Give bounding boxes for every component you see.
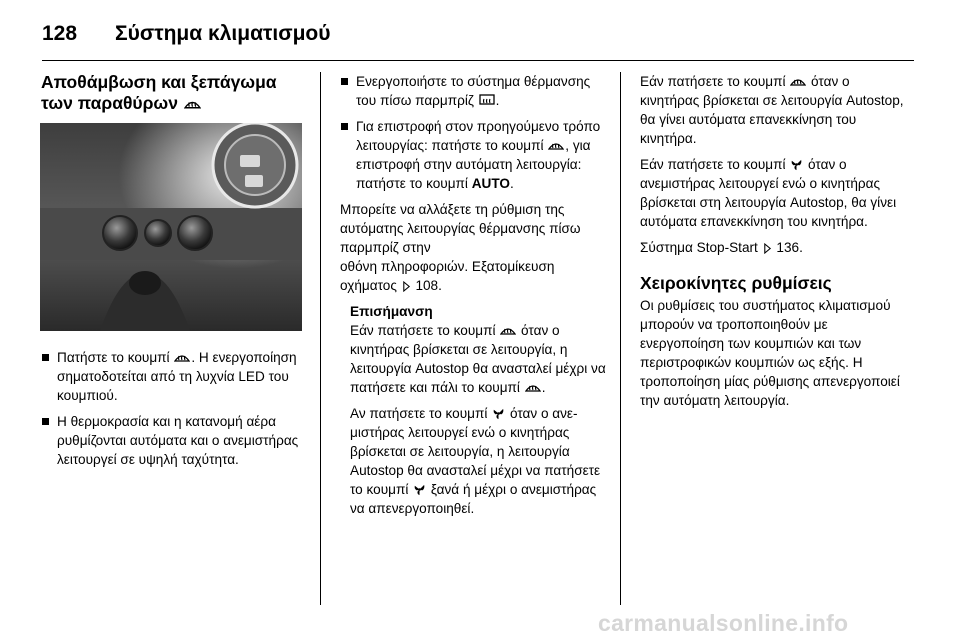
page-reference[interactable]: 136 [776, 240, 800, 255]
climate-control-photo [40, 123, 302, 331]
list-item: Πατήστε το κουμπί . Η ενεργοποίηση σηματοδοτείται από τη λυχνία LED του κουμπιού. [41, 348, 303, 405]
page-number: 128 [42, 22, 78, 45]
fan-icon [790, 158, 803, 171]
windscreen-defrost-icon [790, 74, 806, 88]
column-1 [41, 72, 303, 476]
paragraph: Μπορείτε να αλλάξετε τη ρύθμιση της αυτόματης λειτουργίας θέρμανσης πίσω παρμπρίζ στην οθόνη πληροφοριών. Εξατομίκευση οχήματος 108. [340, 202, 581, 293]
note-block [340, 302, 606, 518]
column-2 [340, 72, 606, 525]
fan-icon [492, 407, 505, 420]
windscreen-defrost-icon [525, 380, 541, 394]
paragraph: Οι ρυθμίσεις του συστήματος κλιματισμού μπορούν να τροποποιηθούν με ενεργοποίηση των κουμπιών και των περιστροφικών κουμπιών ως εξής. Η τροποποίηση μίας ρύθμισης απενεργοποιεί την αυτόματη λειτουργία. [640, 298, 900, 408]
page-ref-arrow-icon [402, 281, 411, 292]
list-item: Ενεργοποιήστε το σύστημα θέρμανσης του πίσω παρμπρίζ . [340, 72, 606, 110]
chapter-title: Σύστημα κλιματισμού [115, 22, 331, 45]
list-item: Η θερμοκρασία και η κατανομή αέρα ρυθμίζονται αυτόματα και ο ανεμιστήρας λειτουργεί σε υψηλή ταχύτητα. [41, 412, 303, 469]
windscreen-defrost-icon [548, 138, 564, 152]
section-heading-defrost: Αποθάμβωση και ξεπάγωμα των παραθύρων [41, 72, 277, 113]
paragraph: Εάν πατήσετε το κουμπί όταν ο ανεμιστήρας λειτουργεί ενώ ο κινητήρας βρίσκεται στη λειτουργία Autostop, θα γίνει αυτόματα επανεκκίνηση του κινητήρα. [640, 157, 897, 229]
paragraph: Αν πατήσετε το κουμπί όταν ο ανεμιστήρας λειτουργεί ενώ ο κινητήρας βρίσκεται σε λειτουργία, η λειτουργία Autostop θα ανασταλεί μέχρι να πατήσετε το κουμπί ξανά ή μέχρι ο ανεμιστήρας να απενεργοποιηθεί. [350, 406, 601, 516]
list-item: Για επιστροφή στον προηγούμενο τρόπο λειτουργίας: πατήστε το κουμπί , για επιστροφή στην αυτόματη λειτουργία: πατήστε το κουμπί AUTO. [340, 117, 606, 193]
windscreen-defrost-icon [174, 350, 190, 364]
column-divider [620, 72, 621, 605]
paragraph: Εάν πατήσετε το κουμπί όταν ο κινητήρας βρίσκεται σε λειτουργία, η λειτουργία Autostop θα ανασταλεί μέχρι να πατήσετε και πάλι το κουμπί . [350, 323, 606, 395]
fan-icon [413, 483, 426, 496]
section-heading-manual: Χειροκίνητες ρυθμίσεις [640, 273, 832, 293]
column-divider [320, 72, 321, 605]
paragraph: Σύστημα Stop-Start 136. [640, 240, 803, 255]
watermark: carmanualsonline.info [598, 610, 849, 636]
page-ref-arrow-icon [763, 243, 772, 254]
page-reference[interactable]: 108 [415, 278, 439, 293]
note-title: Επισήμανση [350, 304, 433, 319]
paragraph: Εάν πατήσετε το κουμπί όταν ο κινητήρας βρίσκεται σε λειτουργία Autostop, θα γίνει αυτόματα επανεκκίνηση του κινητήρα. [640, 74, 904, 146]
rear-window-heat-icon [479, 93, 495, 107]
column-3 [640, 72, 912, 417]
auto-button-label: AUTO [471, 176, 510, 191]
page-header [42, 22, 330, 50]
header-rule [42, 60, 914, 61]
windscreen-defrost-icon [500, 323, 516, 337]
windscreen-defrost-icon [184, 96, 201, 111]
